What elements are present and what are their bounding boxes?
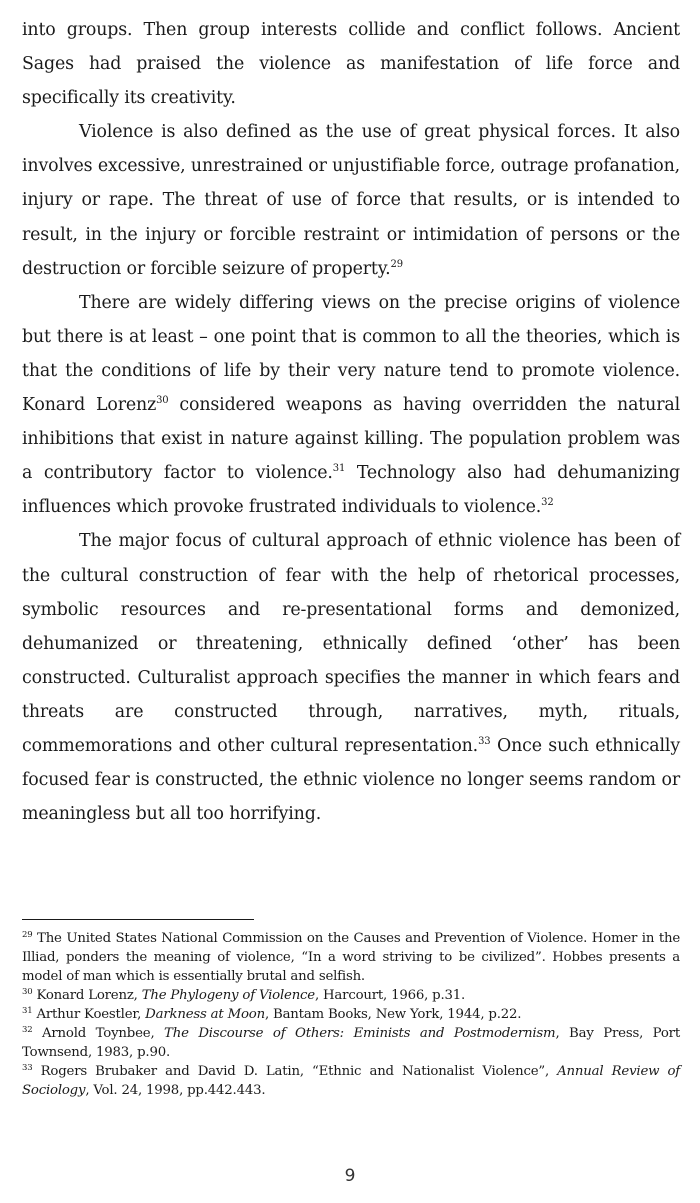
footnote-reference[interactable]: 31 [332,463,346,475]
footnote-32 [22,1024,680,1062]
footnote-33 [22,1062,680,1100]
paragraph [22,524,680,831]
footnote-reference[interactable]: 33 [478,735,491,747]
footnote-number: 33 [22,1063,33,1073]
text-run: Arthur Koestler, [32,1007,146,1022]
text-run: considered weapons as having overridden the natural inhibitions that exist in nature against killing. The population problem was a contributory factor to violence. [22,395,680,484]
text-run: , Harcourt, 1966, p.31. [314,988,466,1003]
text-run: Arnold Toynbee, [32,1026,165,1041]
paragraph [22,115,680,285]
footnote-reference[interactable]: 30 [156,395,169,407]
italic-title: The Phylogeny of Violence [141,988,315,1003]
text-run: Once such ethnically focused fear is constructed, the ethnic violence no longer seems random or meaningless but all too horrifying. [22,735,681,825]
footnote-29 [22,929,680,986]
paragraph [22,286,680,525]
footnote-30 [22,986,680,1005]
footnote-number: 32 [22,1025,33,1035]
italic-title: The Discourse of Others: Eminists and Postmodernism [164,1026,556,1041]
text-run: , Bay Press, Port Townsend, 1983, p.90. [22,1026,680,1060]
footnote-reference[interactable]: 29 [390,258,403,270]
footnote-number: 29 [22,930,33,940]
text-run: Violence is also defined as the use of great physical forces. It also involves excessive, unrestrained or unjustifiable force, outrage profanation, injury or rape. The threat of use of force that results, or is intended to result, in the injury or forcible restraint or intimidation of persons or the destruction or forcible seizure of property. [22,122,680,279]
text-run: Technology also had dehumanizing influences which provoke frustrated individuals to violence. [22,463,680,518]
italic-title: Annual Review of Sociology [22,1064,680,1098]
page-number: 9 [344,1166,356,1186]
footnote-reference[interactable]: 32 [541,497,554,509]
text-run: , Vol. 24, 1998, pp.442.443. [85,1083,266,1098]
paragraph [22,13,680,115]
italic-title: Darkness at Moon [145,1007,265,1022]
document-body [22,13,680,831]
footnote-separator [22,919,254,920]
footnote-31 [22,1005,680,1024]
text-run: , Bantam Books, New York, 1944, p.22. [264,1007,522,1022]
text-run: The United States National Commission on the Causes and Prevention of Violence. Homer in the Illiad, ponders the meaning of violence, “In a word striving to be civilized”. Hobbes presents a model of man which is essentially brutal and selfish. [22,931,680,984]
text-run: Rogers Brubaker and David D. Latin, “Ethnic and Nationalist Violence”, [32,1064,558,1079]
text-run: The major focus of cultural approach of ethnic violence has been of the cultural construction of fear with the help of rhetorical processes, symbolic resources and re-presentational forms and demonized, dehumanized or threatening, ethnically defined ‘other’ has been constructed. Culturalist approach specifies the manner in which fears and threats are constructed through, narratives, myth, rituals, commemorations and other cultural representation. [22,531,680,756]
text-run: Konard Lorenz, [32,988,142,1003]
footnote-number: 30 [22,987,33,997]
text-run: into groups. Then group interests collide and conflict follows. Ancient Sages had praised the violence as manifestation of life force and specifically its creativity. [22,20,680,109]
footnotes [22,929,680,1100]
text-run: There are widely differing views on the precise origins of violence but there is at least – one point that is common to all the theories, which is that the conditions of life by their very nature tend to promote violence. Konard Lorenz [22,292,680,416]
footnote-number: 31 [22,1006,33,1016]
